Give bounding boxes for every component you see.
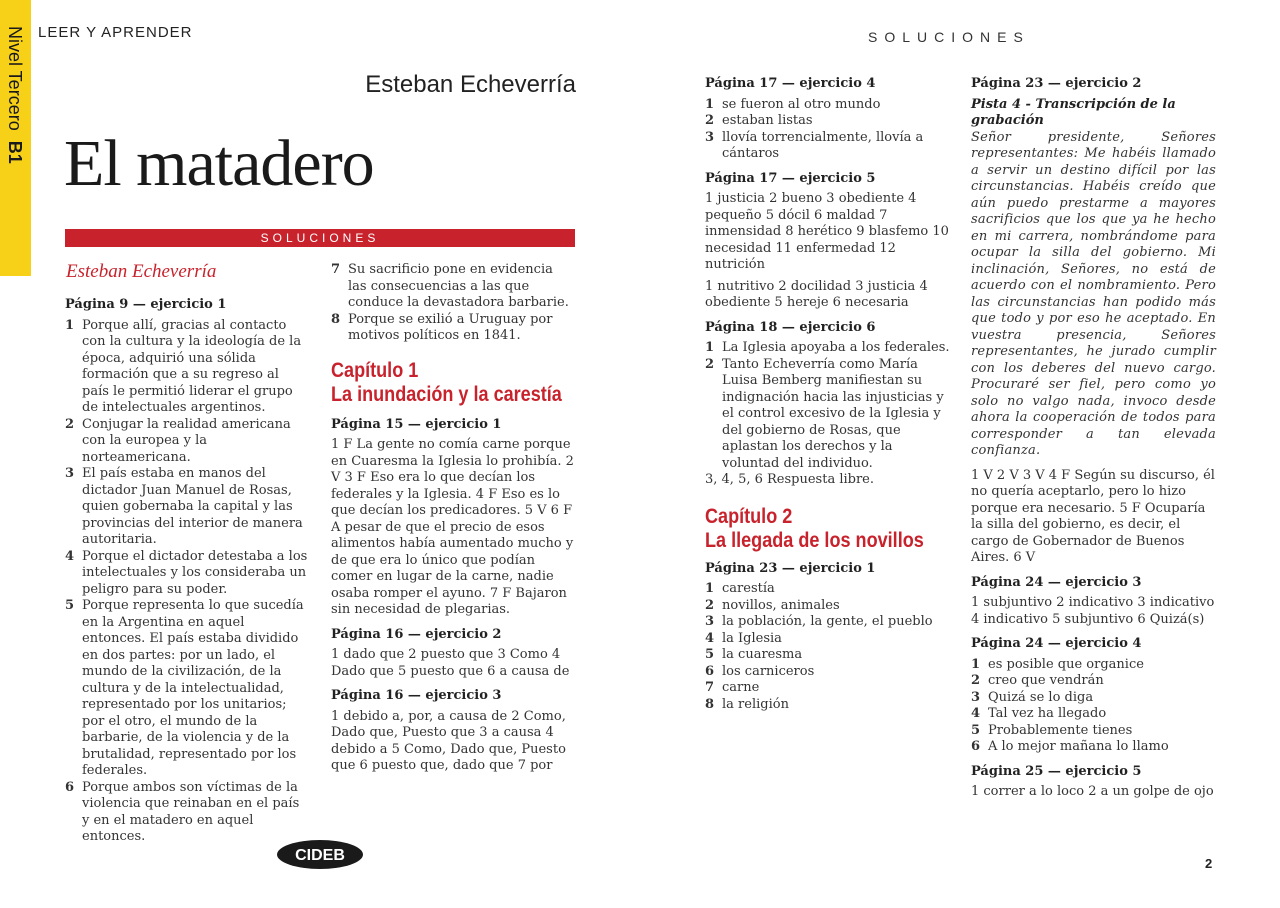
exercise-answers: 1 F La gente no comía carne porque en Cuaresma la Iglesia lo prohibía. 2 V 3 F Eso era lo que decían los federales y la Iglesia. 4 F Eso es lo que decían los predicadores. 5 V 6 F A pesar de que el precio de esos alimentos había aumentado mucho y de que era lo único que podían comer en lugar de la carne, nadie osaba romper el ayuno. 7 F Bajaron sin necesidad de plegarias. xyxy=(331,437,574,617)
item-text: la Iglesia xyxy=(722,630,782,646)
level-tab xyxy=(0,0,31,276)
exercise-answers: 1 justicia 2 bueno 3 obediente 4 pequeño 5 dócil 6 maldad 7 inmensidad 8 herético 9 blasfemo 10 necesidad 11 enfermedad 12 nutrición xyxy=(705,191,949,272)
item-text: Porque ambos son víctimas de la violencia que reinaban en el país y en el matadero en aquel entonces. xyxy=(82,779,300,844)
list-item xyxy=(705,647,950,664)
track-label: Pista 4 - Transcripción de la grabación xyxy=(971,96,1176,128)
item-number: 5 xyxy=(971,722,981,738)
exercise-heading: Página 23 — ejercicio 2 xyxy=(971,76,1142,91)
item-text: Su sacrificio pone en evidencia las consecuencias a las que conduce la devastadora barbarie. xyxy=(348,262,569,310)
column-2 xyxy=(331,262,575,775)
exercise-heading: Página 17 — ejercicio 4 xyxy=(705,76,876,91)
list-item xyxy=(971,723,1216,740)
chapter-2-heading xyxy=(705,505,963,553)
item-text: Probablemente tienes xyxy=(988,722,1133,738)
item-text: Tal vez ha llegado xyxy=(988,706,1107,721)
section-header: SOLUCIONES xyxy=(868,29,1030,45)
list-item xyxy=(971,739,1216,756)
column-1 xyxy=(65,297,309,846)
item-number: 8 xyxy=(705,696,715,712)
item-number: 2 xyxy=(705,597,715,613)
exercise-answers: 1 debido a, por, a causa de 2 Como, Dado que, Puesto que 3 a causa 4 debido a 5 Como, Dado que, Puesto que 6 puesto que, dado que 7 por xyxy=(331,708,566,773)
item-number: 1 xyxy=(971,656,981,672)
item-number: 3 xyxy=(65,466,75,481)
item-number: 2 xyxy=(971,673,981,688)
exercise-answers: 1 nutritivo 2 docilidad 3 justicia 4 obediente 5 hereje 6 necesaria xyxy=(705,278,928,310)
exercise-heading: Página 25 — ejercicio 5 xyxy=(971,763,1142,779)
answer-list xyxy=(65,318,309,846)
item-text: Porque se exilió a Uruguay por motivos políticos en 1841. xyxy=(348,311,553,343)
item-number: 4 xyxy=(971,706,981,721)
list-item xyxy=(65,466,309,549)
grade-text: B1 xyxy=(5,140,25,164)
item-number: 2 xyxy=(705,356,715,372)
exercise-answers: 1 subjuntivo 2 indicativo 3 indicativo 4 indicativo 5 subjuntivo 6 Quizá(s) xyxy=(971,595,1215,627)
item-number: 4 xyxy=(705,630,715,646)
exercise-answers: 1 correr a lo loco 2 a un golpe de ojo xyxy=(971,784,1214,799)
chapter-1-heading xyxy=(331,359,589,407)
exercise-answers: 1 V 2 V 3 V 4 F Según su discurso, él no quería aceptarlo, pero lo hizo porque era necesario. 5 F Ocuparía la silla del gobierno, es decir, el cargo de Gobernador de Buenos Aires. 6 V xyxy=(971,467,1215,565)
list-item xyxy=(65,598,309,780)
item-number: 5 xyxy=(705,647,715,662)
list-item xyxy=(705,130,950,163)
item-text: Tanto Echeverría como María Luisa Bemberg manifiestan su indignación hacia las injusticias y el control excesivo de la Iglesia y del gobierno de Rosas, que aplastan los derechos y la voluntad del individuo. xyxy=(722,356,944,471)
item-text: Porque allí, gracias al contacto con la cultura y la ideología de la época, adquirió una sólida formación que a su regreso al país le permitió liderar el grupo de intelectuales argentinos. xyxy=(82,317,302,415)
list-item xyxy=(705,697,950,714)
item-text: la población, la gente, el pueblo xyxy=(722,614,933,629)
exercise-heading: Página 18 — ejercicio 6 xyxy=(705,319,876,335)
list-item xyxy=(705,614,950,631)
item-text: Porque representa lo que sucedía en la Argentina en aquel entonces. El país estaba dividido en dos partes: por un lado, el mundo de la civilización, de la cultura y de la intelectualidad, representado por los unitarios; por el otro, el mundo de la barbarie, de la violencia y de la brutalidad, representado por los federales. xyxy=(82,598,304,778)
book-author: Esteban Echeverría xyxy=(365,71,576,98)
column-4 xyxy=(971,76,1216,801)
list-item xyxy=(705,680,950,697)
list-item xyxy=(971,706,1216,723)
list-item xyxy=(971,690,1216,707)
list-item xyxy=(705,631,950,648)
transcript: Señor presidente, Señores representantes: Me habéis llamado a servir un destino difícil por las circunstancias. Habéis creído que aún puedo prestarme a mayores sacrificios que los que ya he hecho en mi carrera, nombrándome para ocupar la silla del gobierno. Mi inclinación, Señores, no está de acuerdo con el nombramiento. Pero las circunstancias han podido más que todo y por eso he aceptado. En vuestra presencia, Señores representantes, he jurado cumplir con los deberes del nuevo cargo. Procuraré ser fiel, pero como yo solo no valgo nada, invoco desde ahora la cooperación de todos para corresponder a tan elevada confianza. xyxy=(971,129,1216,458)
page-number: 2 xyxy=(1205,856,1213,871)
chapter-1-title: La inundación y la carestía xyxy=(331,382,562,406)
exercise-heading: Página 17 — ejercicio 5 xyxy=(705,170,876,186)
answer-list xyxy=(705,97,950,163)
item-text: El país estaba en manos del dictador Juan Manuel de Rosas, quien gobernaba la capital y las provincias del interior de manera autoritaria. xyxy=(82,466,303,547)
item-number: 7 xyxy=(331,262,341,277)
item-text: Porque el dictador detestaba a los intelectuales y los consideraba un peligro para su poder. xyxy=(82,548,308,597)
item-number: 6 xyxy=(705,663,715,679)
item-number: 2 xyxy=(65,416,75,432)
author-heading: Esteban Echeverría xyxy=(66,261,217,282)
exercise-heading: Página 16 — ejercicio 3 xyxy=(331,688,502,703)
list-item xyxy=(705,598,950,615)
list-item xyxy=(331,312,575,345)
item-number: 3 xyxy=(971,689,981,705)
answer-list xyxy=(705,581,950,713)
list-item xyxy=(705,357,950,473)
series-title: LEER Y APRENDER xyxy=(38,24,193,41)
answer-list xyxy=(705,340,950,472)
item-text: novillos, animales xyxy=(722,597,840,613)
answer-list xyxy=(971,657,1216,756)
item-text: A lo mejor mañana lo llamo xyxy=(988,739,1169,754)
solutions-banner: SOLUCIONES xyxy=(65,229,575,247)
level-text: Nivel Tercero xyxy=(5,26,25,131)
chapter-2-title: La llegada de los novillos xyxy=(705,528,924,552)
logo-text: CIDEB xyxy=(295,847,345,864)
item-text: es posible que organice xyxy=(988,656,1144,672)
exercise-heading: Página 9 — ejercicio 1 xyxy=(65,297,227,312)
list-item xyxy=(65,417,309,467)
exercise-heading: Página 16 — ejercicio 2 xyxy=(331,626,502,642)
item-text: carestía xyxy=(722,581,775,596)
list-item xyxy=(705,340,950,357)
exercise-heading: Página 24 — ejercicio 4 xyxy=(971,636,1142,651)
item-number: 5 xyxy=(65,598,75,613)
item-number: 4 xyxy=(65,548,75,564)
answer-list xyxy=(331,262,575,345)
item-number: 2 xyxy=(705,113,715,128)
exercise-answers: 1 dado que 2 puesto que 3 Como 4 Dado que 5 puesto que 6 a causa de xyxy=(331,647,570,679)
exercise-heading: Página 15 — ejercicio 1 xyxy=(331,416,502,432)
item-number: 8 xyxy=(331,311,341,327)
list-item xyxy=(65,318,309,417)
item-text: carne xyxy=(722,680,760,695)
item-text: estaban listas xyxy=(722,113,813,128)
list-item xyxy=(65,780,309,846)
list-item xyxy=(971,657,1216,674)
list-item xyxy=(705,113,950,130)
list-item xyxy=(705,664,950,681)
item-text: La Iglesia apoyaba a los federales. xyxy=(722,340,950,355)
item-text: la religión xyxy=(722,696,789,712)
item-text: creo que vendrán xyxy=(988,673,1104,688)
item-text: se fueron al otro mundo xyxy=(722,96,881,112)
exercise-heading: Página 23 — ejercicio 1 xyxy=(705,560,876,576)
item-number: 7 xyxy=(705,680,715,695)
item-number: 1 xyxy=(705,340,715,355)
item-text: los carniceros xyxy=(722,663,815,679)
item-number: 1 xyxy=(705,96,715,112)
list-item xyxy=(331,262,575,312)
column-3 xyxy=(705,76,950,713)
item-number: 6 xyxy=(65,779,75,795)
chapter-1-number: Capítulo 1 xyxy=(331,358,419,382)
exercise-heading: Página 24 — ejercicio 3 xyxy=(971,574,1142,590)
list-item xyxy=(705,97,950,114)
exercise-answers: 3, 4, 5, 6 Respuesta libre. xyxy=(705,472,875,487)
list-item xyxy=(705,581,950,598)
item-text: la cuaresma xyxy=(722,647,803,662)
item-text: llovía torrencialmente, llovía a cántaros xyxy=(722,129,924,161)
item-number: 6 xyxy=(971,739,981,754)
chapter-2-number: Capítulo 2 xyxy=(705,504,793,528)
item-number: 1 xyxy=(65,317,75,333)
item-text: Quizá se lo diga xyxy=(988,689,1094,705)
item-number: 3 xyxy=(705,614,715,629)
item-text: Conjugar la realidad americana con la europea y la norteamericana. xyxy=(82,416,291,465)
item-number: 1 xyxy=(705,581,715,596)
book-title: El matadero xyxy=(64,127,374,200)
level-tab-label xyxy=(4,26,25,164)
item-number: 3 xyxy=(705,129,715,145)
publisher-logo xyxy=(276,839,364,870)
list-item xyxy=(65,549,309,599)
list-item xyxy=(971,673,1216,690)
